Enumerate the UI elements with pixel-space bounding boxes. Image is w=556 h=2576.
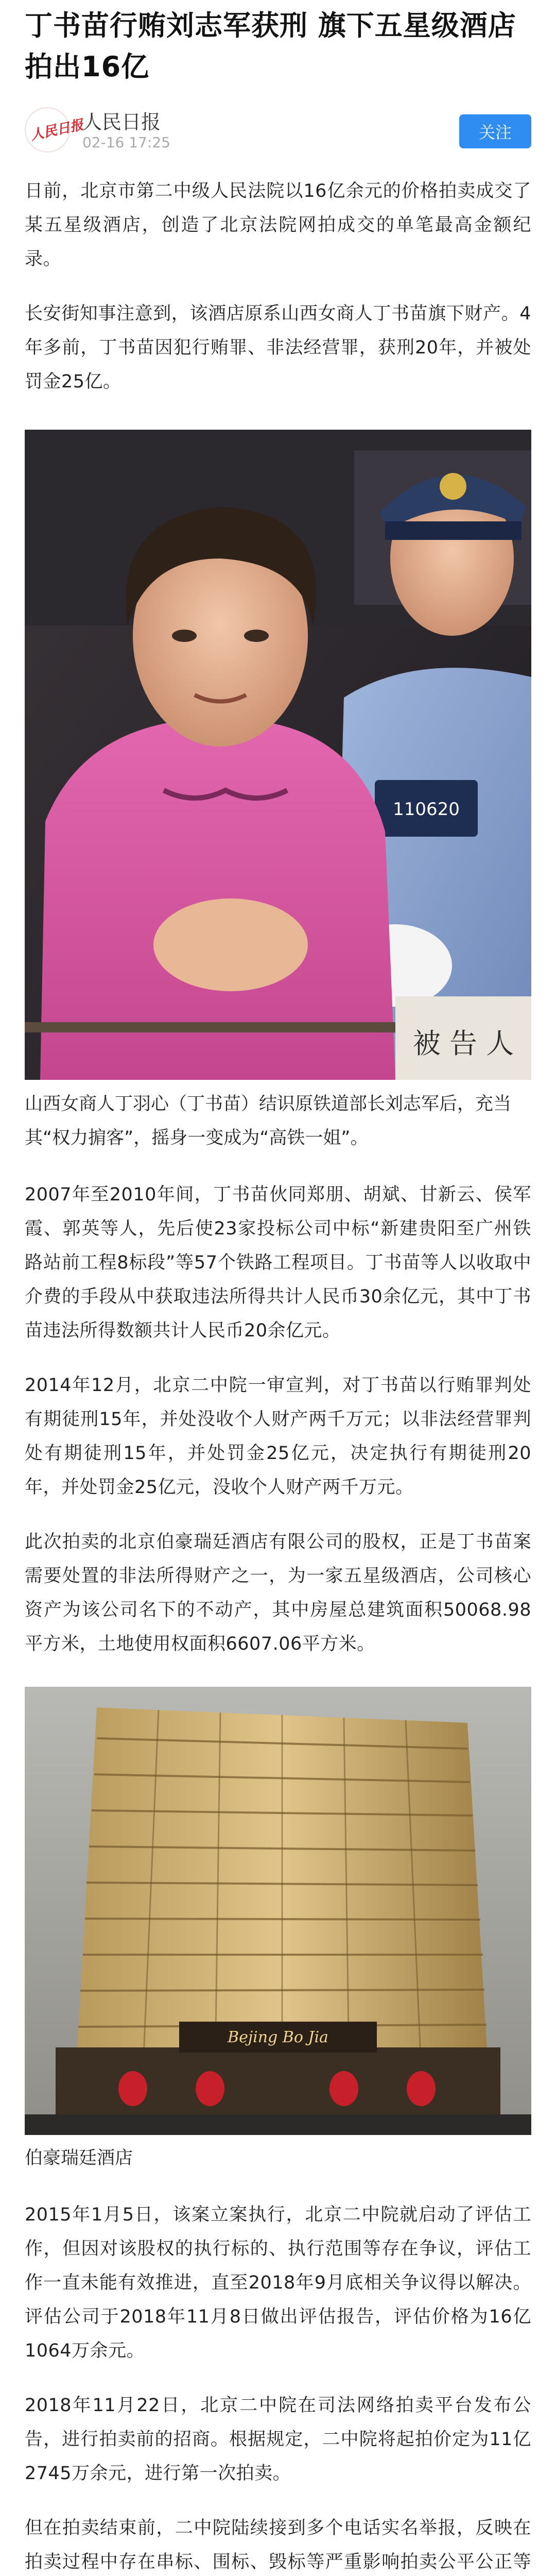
author-header [25,101,531,162]
paragraph-2: 长安街知事注意到，该酒店原系山西女商人丁书苗旗下财产。4年多前，丁书苗因犯行贿罪、非法经营罪，获刑20年，并被处罚金25亿。 [25,303,531,392]
publish-time: 02-16 17:25 [82,134,170,151]
badge-number: 110620 [393,799,460,820]
publisher-avatar[interactable] [25,107,85,152]
article-title: 丁书苗行贿刘志军获刑 旗下五星级酒店拍出16亿 [25,9,516,83]
paragraph-1: 日前，北京市第二中级人民法院以16亿余元的价格拍卖成交了某五星级酒店，创造了北京法院网拍成交的单笔最高金额纪录。 [25,181,531,269]
photo-caption-2: 伯豪瑞廷酒店 [25,2148,133,2168]
paragraph-4: 2014年12月，北京二中院一审宣判，对丁书苗以行贿罪判处有期徒刑15年，并处没收个人财产两千万元；以非法经营罪判处有期徒刑15年，并处罚金25亿元，决定执行有期徒刑20年，并处罚金25亿元，没收个人财产两千万元。 [25,1375,531,1498]
sign-text: 被 告 人 [412,1027,514,1060]
hotel-photo[interactable] [25,1687,531,2135]
paragraph-3: 2007年至2010年间，丁书苗伙同郑朋、胡斌、甘新云、侯军霞、郭英等人，先后使23家投标公司中标“新建贵阳至广州铁路站前工程8标段”等57个铁路工程项目。丁书苗等人以收取中介费的手段从中获取违法所得共计人民币30余亿元，其中丁书苗违法所得数额共计人民币20余亿元。 [25,1184,531,1341]
paragraph-6: 2015年1月5日，该案立案执行，北京二中院就启动了评估工作，但因对该股权的执行标的、执行范围等存在争议，评估工作一直未能有效推进，直至2018年9月底相关争议得以解决。评估公司于2018年11月8日做出评估报告，评估价格为16亿1064万余元。 [25,2205,531,2361]
follow-button[interactable]: 关注 [459,114,531,148]
courtroom-photo[interactable] [25,430,531,1080]
publisher-logo: 人民日报 [29,117,85,144]
paragraph-5: 此次拍卖的北京伯豪瑞廷酒店有限公司的股权，正是丁书苗案需要处置的非法所得财产之一，为一家五星级酒店，公司核心资产为该公司名下的不动产，其中房屋总建筑面积50068.98平方米，土地使用权面积6607.06平方米。 [25,1532,531,1654]
source-name[interactable]: 人民日报 [82,111,161,133]
paragraph-7: 2018年11月22日，北京二中院在司法网络拍卖平台发布公告，进行拍卖前的招商。根据规定，二中院将起拍价定为11亿2745万余元，进行第一次拍卖。 [25,2395,531,2484]
paragraph-8: 但在拍卖结束前，二中院陆续接到多个电话实名举报，反映在拍卖过程中存在串标、围标、毁标等严重影响拍卖公平公正等 [25,2518,531,2572]
hotel-sign-text: Bejing Bo Jia [228,2028,328,2046]
photo-caption-1: 山西女商人丁羽心（丁书苗）结识原铁道部长刘志军后，充当其“权力掮客”，摇身一变成为“高铁一姐”。 [25,1094,512,1148]
courtroom-illustration [25,430,531,1080]
hotel-illustration [25,1687,531,2135]
